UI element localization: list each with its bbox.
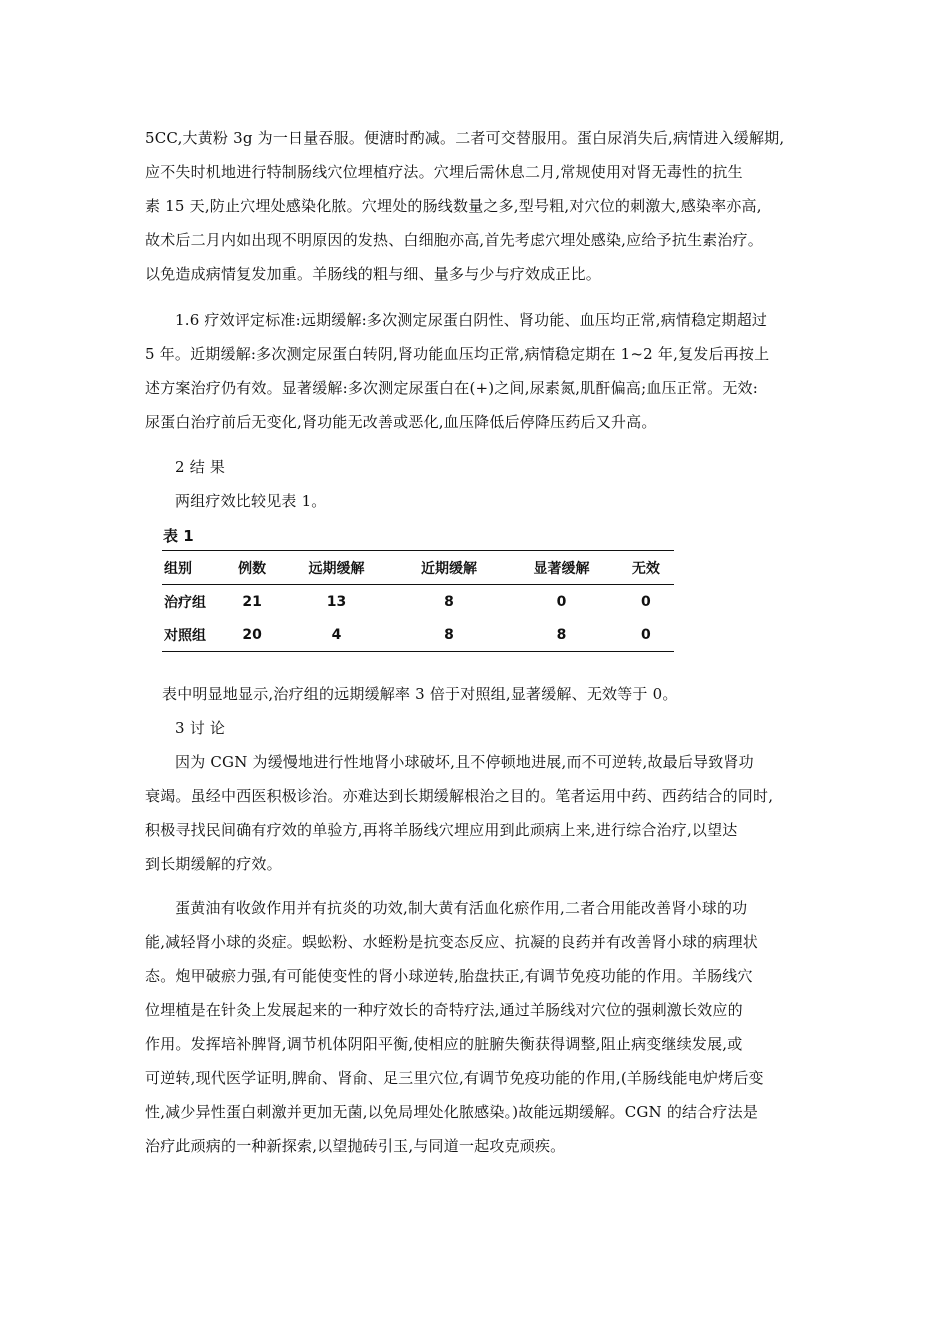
text-line: 蛋黄油有收敛作用并有抗炎的功效,制大黄有活血化瘀作用,二者合用能改善肾小球的功 — [175, 899, 748, 917]
text-line: 应不失时机地进行特制肠线穴位埋植疗法。穴埋后需休息二月,常规使用对肾无毒性的抗生 — [145, 163, 743, 181]
text-line: 1.6 疗效评定标准:远期缓解:多次测定尿蛋白阴性、肾功能、血压均正常,病情稳定期超过 — [175, 311, 768, 329]
header-cell: 显著缓解 — [533, 560, 590, 577]
table-cell: 8 — [556, 626, 567, 643]
table-cell: 0 — [641, 593, 651, 610]
text-line: 能,减轻肾小球的炎症。蜈蚣粉、水蛭粉是抗变态反应、抗凝的良药并有改善肾小球的病理状 — [145, 933, 758, 951]
text-line: 衰竭。虽经中西医积极诊治。亦难达到长期缓解根治之目的。笔者运用中药、西药结合的同时, — [145, 787, 774, 805]
table-cell: 0 — [641, 626, 651, 643]
header-cell: 近期缓解 — [421, 560, 477, 577]
text-line: 治疗此顽病的一种新探索,以望抛砖引玉,与同道一起攻克顽疾。 — [145, 1137, 566, 1155]
table-cell: 20 — [242, 626, 262, 643]
table-row — [162, 585, 674, 619]
section-heading: 2 结 果 — [175, 458, 226, 476]
text-line: 以免造成病情复发加重。羊肠线的粗与细、量多与少与疗效成正比。 — [145, 265, 602, 283]
table-cell: 治疗组 — [164, 594, 206, 611]
text-line: 积极寻找民间确有疗效的单验方,再将羊肠线穴埋应用到此顽病上来,进行综合治疗,以望达 — [145, 821, 738, 839]
table-cell: 21 — [242, 593, 262, 610]
table-cell: 8 — [444, 593, 454, 610]
table-cell: 13 — [326, 593, 347, 610]
header-cell: 例数 — [238, 560, 267, 577]
table-caption: 表 1 — [163, 527, 194, 545]
table-cell: 8 — [444, 626, 454, 643]
text-line: 故术后二月内如出现不明原因的发热、白细胞亦高,首先考虑穴埋处感染,应给予抗生素治疗。 — [145, 231, 763, 249]
text-line: 5CC,大黄粉 3g 为一日量吞服。便溏时酌减。二者可交替服用。蛋白尿消失后,病情进入缓解期, — [145, 129, 785, 147]
text-line: 素 15 天,防止穴埋处感染化脓。穴埋处的肠线数量之多,型号粗,对穴位的刺激大,感染率亦高, — [145, 197, 762, 215]
table-cell: 0 — [556, 593, 567, 610]
text-line: 到长期缓解的疗效。 — [145, 855, 282, 873]
header-cell: 无效 — [631, 560, 660, 577]
header-cell: 组别 — [164, 560, 192, 577]
text-line: 可逆转,现代医学证明,脾俞、肾俞、足三里穴位,有调节免疫功能的作用,(羊肠线能电炉烤后变 — [145, 1069, 764, 1087]
text-line: 位埋植是在针灸上发展起来的一种疗效长的奇特疗法,通过羊肠线对穴位的强刺激长效应的 — [145, 1001, 743, 1019]
text-line: 作用。发挥培补脾肾,调节机体阴阳平衡,使相应的脏腑失衡获得调整,阻止病变继续发展,或 — [145, 1035, 743, 1053]
table-row — [162, 618, 674, 652]
text-line: 性,减少异性蛋白刺激并更加无菌,以免局埋处化脓感染。)故能远期缓解。CGN 的结合疗法是 — [145, 1103, 759, 1121]
text-line: 5 年。近期缓解:多次测定尿蛋白转阴,肾功能血压均正常,病情稳定期在 1~2 年,复发后再按上 — [145, 345, 770, 363]
header-cell: 远期缓解 — [308, 560, 365, 577]
table-cell: 对照组 — [164, 627, 206, 644]
text-line: 因为 CGN 为缓慢地进行性地肾小球破坏,且不停顿地进展,而不可逆转,故最后导致肾功 — [175, 753, 754, 771]
table-cell: 4 — [331, 626, 342, 643]
table-header-row — [162, 551, 674, 585]
results-table — [162, 550, 674, 652]
text-line: 态。炮甲破瘀力强,有可能使变性的肾小球逆转,胎盘扶正,有调节免疫功能的作用。羊肠线穴 — [145, 967, 753, 985]
section-heading: 3 讨 论 — [175, 719, 226, 737]
text-line: 两组疗效比较见表 1。 — [175, 492, 327, 510]
text-line: 表中明显地显示,治疗组的远期缓解率 3 倍于对照组,显著缓解、无效等于 0。 — [162, 685, 678, 703]
text-line: 述方案治疗仍有效。显著缓解:多次测定尿蛋白在(+)之间,尿素氮,肌酐偏高;血压正常。无效: — [145, 379, 758, 397]
text-line: 尿蛋白治疗前后无变化,肾功能无改善或恶化,血压降低后停降压药后又升高。 — [145, 413, 657, 431]
